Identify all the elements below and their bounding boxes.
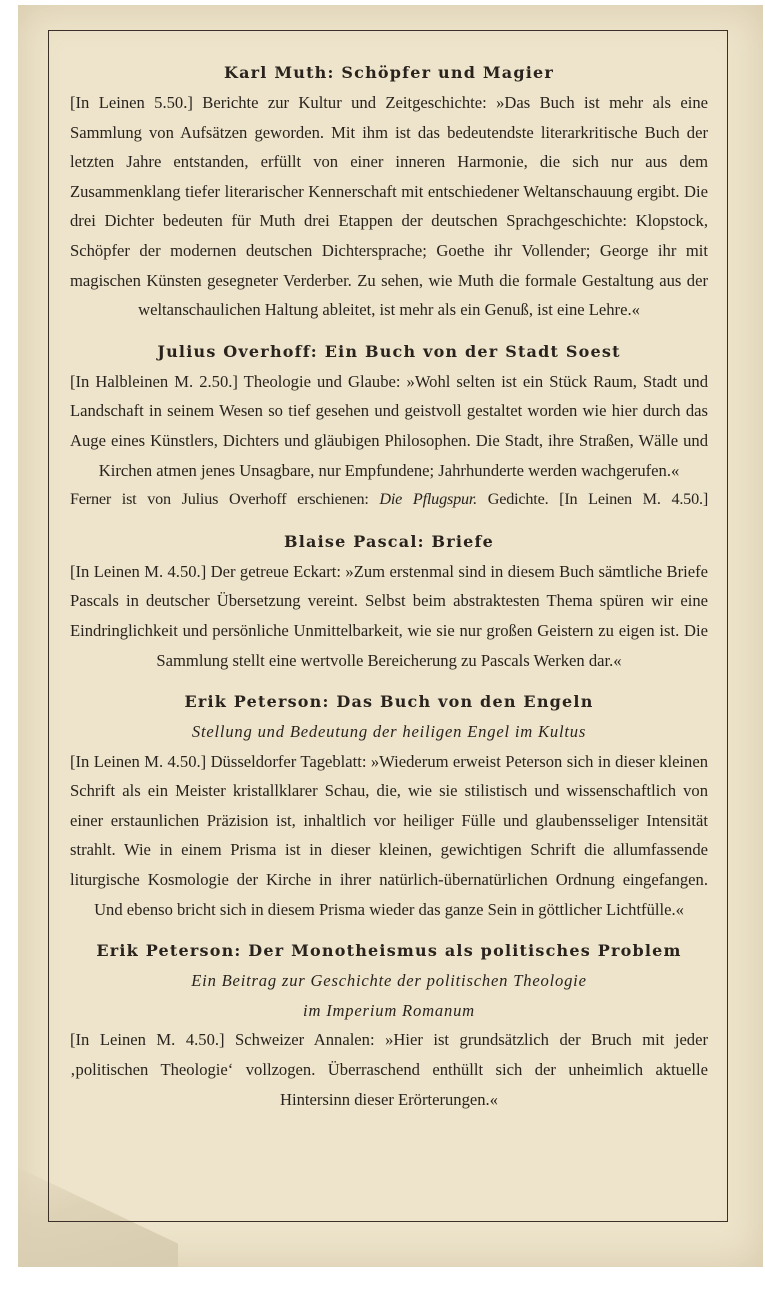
note-book-title: Die Pflugspur. (379, 490, 478, 509)
entry-review: [In Halbleinen M. 2.50.] Theologie und Glaube: »Wohl selten ist ein Stück Raum, Stadt und Landschaft in seinem Wesen so tief gesehen und geistvoll gestaltet worden wie hier durch das Auge eines Künstlers, Dichters und gläubigen Philosophen. Die Stadt, ihre Straßen, Wälle und Kirchen atmen jenes Unsagbare, nur Empfundene; Jahrhunderte werden wachgerufen.« (70, 371, 708, 480)
entry-overhoff (70, 337, 708, 515)
entry-peterson-monotheismus (70, 936, 708, 1114)
entry-heading: Julius Overhoff: Ein Buch von der Stadt Soest (157, 341, 621, 361)
entry-review: [In Leinen M. 4.50.] Der getreue Eckart: »Zum erstenmal sind in diesem Buch sämtliche Briefe Pascals in deutscher Übersetzung vereint. Selbst beim abstraktesten Thema spüren wir eine Eindringlichkeit und persönliche Unmittelbarkeit, wie sie nur großen Geistern zu eigen ist. Die Sammlung stellt eine wertvolle Bereicherung zu Pascals Werken dar.« (70, 561, 708, 670)
entry-review: [In Leinen M. 4.50.] Schweizer Annalen: »Hier ist grundsätzlich der Bruch mit jeder ‚politischen Theologie‘ vollzogen. Überraschend enthüllt sich der unheimlich aktuelle Hintersinn dieser Erörterungen.« (70, 1030, 708, 1109)
entry-subtitle: Stellung und Bedeutung der heiligen Engel im Kultus (191, 722, 587, 742)
entry-subtitle: Ein Beitrag zur Geschichte der politischen Theologie (191, 971, 587, 991)
entry-review: [In Leinen M. 4.50.] Düsseldorfer Tageblatt: »Wiederum erweist Peterson sich in dieser kleinen Schrift als ein Meister kristallklarer Schau, die, wie sie stilistisch und wissenschaftlich von einer erstaunlichen Präzision ist, inhaltlich vor heiliger Fülle und glaubensseliger Intensität strahlt. Wie in einem Prisma ist in dieser kleinen, gewichtigen Schrift die allumfassende liturgische Kosmologie der Kirche in ihrer natürlich-übernatürlichen Ordnung eingefangen. Und ebenso bricht sich in diesem Prisma wieder das ganze Sein in göttlicher Lichtfülle.« (70, 751, 708, 919)
entry-heading: Blaise Pascal: Briefe (284, 531, 494, 551)
entry-muth (70, 58, 708, 325)
entry-review: [In Leinen 5.50.] Berichte zur Kultur und Zeitgeschichte: »Das Buch ist mehr als eine Sammlung von Aufsätzen geworden. Mit ihm ist das bedeutendste literarkritische Buch der letzten Jahre entstanden, erfüllt von einer inneren Harmonie, die sich nur aus dem Zusammenklang tiefer literarischer Kennerschaft mit entschiedener Weltanschauung ergibt. Die drei Dichter bedeuten für Muth drei Etappen der deutschen Sprachgeschichte: Klopstock, Schöpfer der modernen deutschen Dichtersprache; Goethe ihr Vollender; George ihr mit magischen Künsten gesegneter Verderber. Zu sehen, wie Muth die formale Gestaltung aus der weltanschaulichen Haltung ableitet, ist mehr als ein Genuß, ist eine Lehre.« (70, 93, 708, 320)
entry-peterson-engel (70, 687, 708, 924)
entry-heading: Karl Muth: Schöpfer und Magier (223, 63, 555, 82)
note-text: Ferner ist von Julius Overhoff erschienen: (70, 490, 380, 509)
entry-subtitle: im Imperium Romanum (303, 1000, 475, 1020)
catalog-page (70, 58, 708, 1126)
entry-note (70, 485, 708, 515)
entry-heading: Erik Peterson: Der Monotheismus als politisches Problem (96, 941, 682, 961)
entry-pascal (70, 527, 708, 675)
note-text-end: Gedichte. [In Leinen M. 4.50.] (477, 490, 709, 509)
entry-heading: Erik Peterson: Das Buch von den Engeln (184, 692, 594, 712)
